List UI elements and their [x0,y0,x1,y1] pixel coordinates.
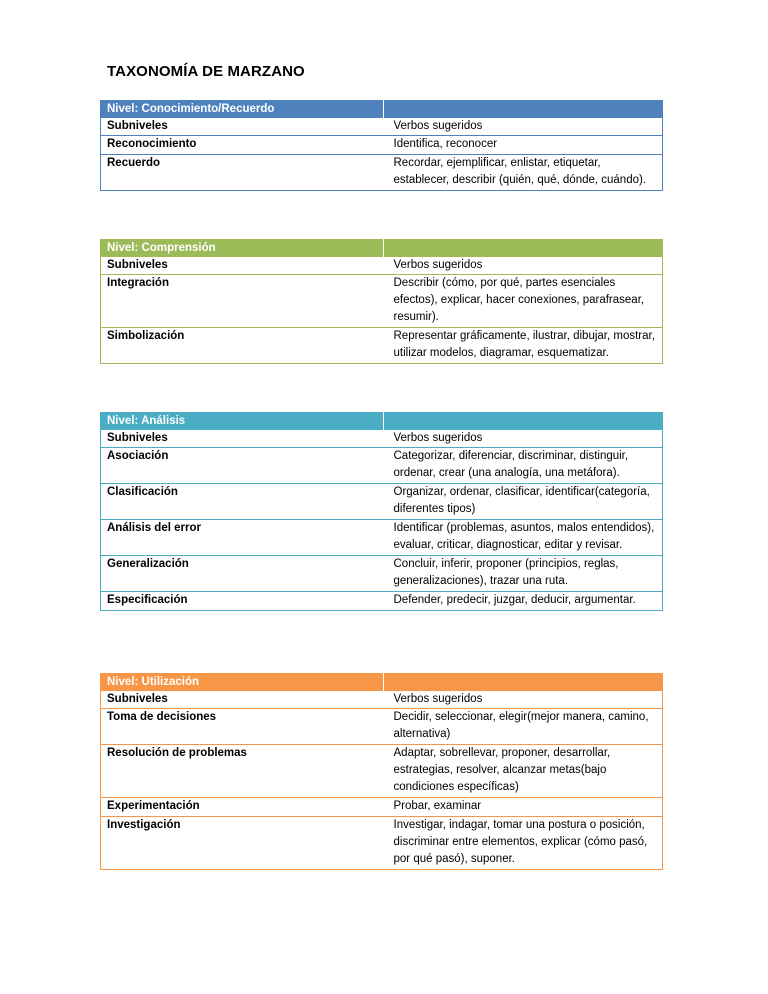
level-header-blank [384,101,663,119]
level-header-row [101,674,663,692]
subnivel-verbs: Representar gráficamente, ilustrar, dibujar, mostrar, utilizar modelos, diagramar, esquematizar. [384,328,663,364]
subnivel-name: Experimentación [101,798,384,817]
table-row [101,155,663,191]
subniveles-label: Subniveles [107,259,168,271]
table-row [101,118,663,136]
subnivel-verbs: Recordar, ejemplificar, enlistar, etiquetar, establecer, describir (quién, qué, dónde, cuándo). [384,155,663,191]
subnivel-verbs: Categorizar, diferenciar, discriminar, distinguir, ordenar, crear (una analogía, una metáfora). [384,448,663,484]
subnivel-name: Clasificación [101,484,384,520]
subniveles-label: Subniveles [107,120,168,132]
level-header: Nivel: Comprensión [101,240,384,258]
subnivel-name: Integración [101,275,384,328]
table-row [101,556,663,592]
subnivel-verbs: Describir (cómo, por qué, partes esenciales efectos), explicar, hacer conexiones, parafrasear, resumir). [384,275,663,328]
subnivel-verbs: Decidir, seleccionar, elegir(mejor manera, camino, alternativa) [384,709,663,745]
level-header: Nivel: Utilización [101,674,384,692]
subnivel-name: Simbolización [101,328,384,364]
level-header-row [101,101,663,119]
level-header-blank [384,413,663,431]
level-header-row [101,413,663,431]
verbos-label: Verbos sugeridos [393,120,483,132]
table-row [101,136,663,155]
level-header: Nivel: Conocimiento/Recuerdo [101,101,384,119]
table-row [101,817,663,870]
table-row [101,430,663,448]
subnivel-verbs: Organizar, ordenar, clasificar, identificar(categoría, diferentes tipos) [384,484,663,520]
subnivel-name: Generalización [101,556,384,592]
subniveles-label: Subniveles [107,693,168,705]
subnivel-verbs: Concluir, inferir, proponer (principios, reglas, generalizaciones), trazar una ruta. [384,556,663,592]
table-row [101,257,663,275]
subnivel-verbs: Identifica, reconocer [384,136,663,155]
subnivel-verbs: Adaptar, sobrellevar, proponer, desarrollar, estrategias, resolver, alcanzar metas(bajo condiciones específicas) [384,745,663,798]
level-header-blank [384,240,663,258]
table-row [101,448,663,484]
subnivel-name: Recuerdo [101,155,384,191]
subniveles-label: Subniveles [107,432,168,444]
level-table-comprension [100,239,663,364]
level-table-conocimiento [100,100,663,191]
subnivel-verbs: Defender, predecir, juzgar, deducir, argumentar. [384,592,663,611]
table-row [101,592,663,611]
table-row [101,484,663,520]
table-row [101,275,663,328]
subnivel-verbs: Identificar (problemas, asuntos, malos entendidos), evaluar, criticar, diagnosticar, editar y revisar. [384,520,663,556]
subnivel-name: Reconocimiento [101,136,384,155]
subnivel-name: Investigación [101,817,384,870]
subnivel-verbs: Probar, examinar [384,798,663,817]
table-row [101,745,663,798]
level-table-analisis [100,412,663,611]
level-header-row [101,240,663,258]
table-row [101,520,663,556]
page-title: TAXONOMÍA DE MARZANO [107,63,305,80]
table-row [101,709,663,745]
subnivel-name: Asociación [101,448,384,484]
level-header: Nivel: Análisis [101,413,384,431]
subnivel-verbs: Investigar, indagar, tomar una postura o posición, discriminar entre elementos, explicar (cómo pasó, por qué pasó), suponer. [384,817,663,870]
subnivel-name: Análisis del error [101,520,384,556]
level-header-blank [384,674,663,692]
table-row [101,328,663,364]
subnivel-name: Toma de decisiones [101,709,384,745]
verbos-label: Verbos sugeridos [393,693,483,705]
table-row [101,691,663,709]
level-table-utilizacion [100,673,663,870]
verbos-label: Verbos sugeridos [393,259,483,271]
subnivel-name: Especificación [101,592,384,611]
verbos-label: Verbos sugeridos [393,432,483,444]
table-row [101,798,663,817]
subnivel-name: Resolución de problemas [101,745,384,798]
